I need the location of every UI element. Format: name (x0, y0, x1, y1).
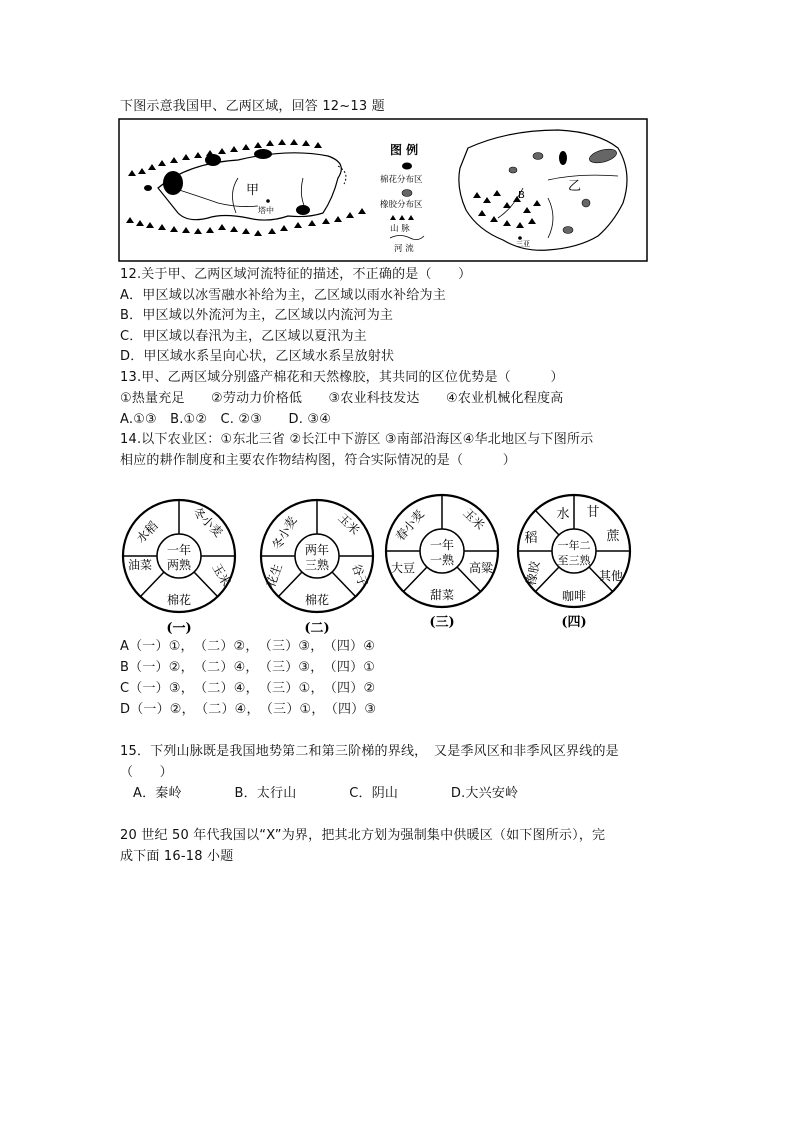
q12-option-a: A．甲区域以冰雪融水补给为主，乙区域以雨水补给为主 (120, 288, 446, 303)
q12-option-b: B．甲区域以外流河为主，乙区域以内流河为主 (120, 308, 394, 323)
wheel2-center-top: 两年 (304, 543, 330, 557)
q13-stem: 13.甲、乙两区域分别盛产棉花和天然橡胶，其共同的区位优势是（ ） (120, 370, 564, 385)
wheel3-crop-sugar-beet: 甜菜 (429, 588, 455, 602)
wheel4-crop-rice: 稻 (524, 531, 538, 546)
wheel4-crop-rubber: 橡胶 (524, 560, 543, 587)
legend-title: 图 例 (390, 143, 419, 157)
q13-factors: ①热量充足 ②劳动力价格低 ③农业科技发达 ④农业机械化程度高 (120, 391, 564, 406)
wheel2-caption: (二) (304, 621, 330, 636)
wheel4-center-bottom: 至三熟 (557, 554, 591, 567)
wheel1-crop-winter-wheat: 冬小麦 (190, 504, 226, 540)
sanya-label: 三亚 (516, 240, 530, 248)
wheel3-crop-spring-wheat: 春小麦 (392, 507, 427, 544)
point-b-label: B (518, 190, 525, 201)
wheel2-crop-millet: 谷子 (349, 561, 371, 590)
intro-12-13: 下图示意我国甲、乙两区域，回答 12~13 题 (120, 99, 385, 114)
wheel3-center-top: 一年 (429, 538, 455, 552)
wheel3-crop-sorghum: 高粱 (468, 561, 494, 575)
wheel3-center-bottom: 一熟 (429, 553, 455, 567)
wheel2-crop-cotton: 棉花 (304, 593, 330, 607)
legend-river-label: 河 流 (394, 244, 414, 254)
crop-wheel-3 (383, 492, 501, 632)
q15-stem: 15．下列山脉既是我国地势第二和第三阶梯的界线， 又是季风区和非季风区界线的是 (120, 744, 619, 759)
q12-option-c: C．甲区域以春汛为主，乙区域以夏汛为主 (120, 329, 367, 344)
tazhong-label: 塔中 (258, 206, 274, 215)
wheel3-crop-soybean: 大豆 (390, 561, 416, 575)
wheel1-center-bottom: 两熟 (166, 558, 192, 572)
q14-option-a: A（一）①， （二）②， （三）③， （四）④ (120, 639, 376, 654)
q14-stem-line2: 相应的耕作制度和主要农作物结构图，符合实际情况的是（ ） (120, 453, 517, 468)
q14-stem-line1: 14.以下农业区：①东北三省 ②长江中下游区 ③南部沿海区④华北地区与下图所示 (120, 432, 594, 447)
wheel1-crop-corn: 玉米 (209, 561, 234, 589)
wheel2-center-bottom: 三熟 (304, 558, 330, 572)
wheel1-crop-rice: 水稻 (133, 518, 161, 546)
legend-cotton-label: 棉花分布区 (380, 175, 423, 185)
crop-wheel-4 (515, 492, 633, 632)
q13-options: A.①③ B.①② C. ②③ D. ③④ (120, 412, 332, 427)
q14-option-c: C（一）③， （二）④， （三）①， （四）② (120, 681, 376, 696)
q12-stem: 12.关于甲、乙两区域河流特征的描述，不正确的是（ ） (120, 267, 472, 282)
wheel4-crop-cane: 蔗 (606, 529, 620, 544)
wheel4-crop-water: 水 (556, 507, 570, 522)
wheel4-crop-coffee: 咖啡 (561, 589, 587, 603)
wheel2-crop-corn: 玉米 (335, 510, 363, 538)
wheel4-center-top: 一年二 (557, 539, 591, 552)
wheel2-crop-peanut: 花生 (263, 561, 285, 590)
crop-wheel-2 (258, 497, 376, 637)
wheel2-crop-winter-wheat: 冬小麦 (269, 513, 300, 553)
q12-option-d: D．甲区域水系呈向心状，乙区域水系呈放射状 (120, 349, 395, 364)
wheel1-crop-rapeseed: 油菜 (127, 558, 153, 572)
wheel4-caption: (四) (561, 615, 587, 630)
legend-mountain-label: 山 脉 (390, 224, 410, 234)
q15-blank: （ ） (120, 765, 173, 780)
wheel4-crop-other: 其他 (598, 569, 624, 583)
wheel3-caption: (三) (429, 615, 455, 630)
region-map-figure (118, 118, 648, 262)
intro-16-18-line1: 20 世纪 50 年代我国以“X”为界，把其北方划为强制集中供暖区（如下图所示），完 (120, 828, 606, 843)
q15-options: A．秦岭 B．太行山 C．阴山 D.大兴安岭 (133, 786, 519, 801)
q14-option-b: B（一）②， （二）④， （三）③， （四）① (120, 660, 376, 675)
intro-16-18-line2: 成下面 16-18 小题 (120, 849, 234, 864)
wheel1-crop-cotton: 棉花 (166, 593, 192, 607)
legend-rubber-label: 橡胶分布区 (380, 200, 423, 210)
q14-option-d: D（一）②， （二）④， （三）①， （四）③ (120, 702, 377, 717)
wheel3-crop-corn: 玉米 (460, 505, 488, 533)
wheel1-center-top: 一年 (166, 543, 192, 557)
region-yi-label: 乙 (568, 179, 582, 194)
region-jia-label: 甲 (246, 183, 260, 198)
wheel1-caption: (一) (166, 621, 192, 636)
crop-wheel-1 (120, 497, 238, 637)
wheel4-crop-sweet: 甘 (586, 505, 600, 520)
